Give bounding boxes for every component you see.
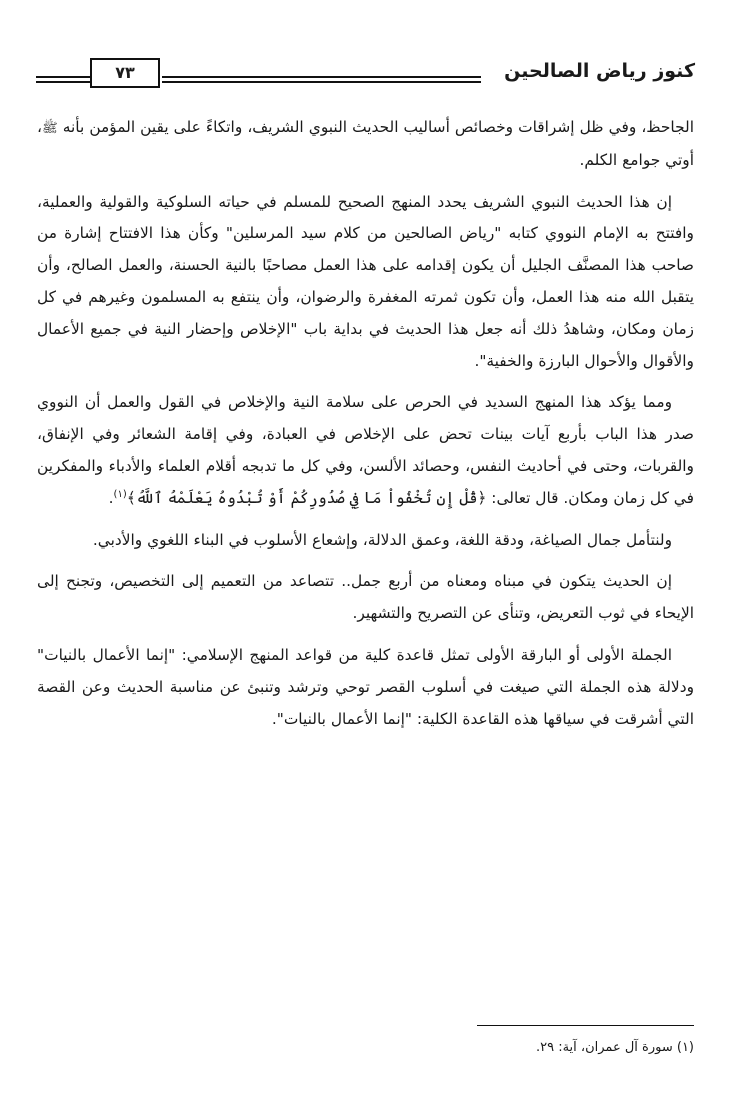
paragraph [37,112,694,177]
page-number: ٧٣ [90,58,160,88]
paragraph-text: إن هذا الحديث النبوي الشريف يحدد المنهج الصحيح للمسلم في حياته السلوكية والقولية والعملية، وافتتح به الإمام النووي كتابه "رياض الصالحين من كلام سيد المرسلين" وكأن هذا الافتتاح إشارة من صاحب هذا المصنَّف الجليل أن يكون إقدامه على هذا العمل مصاحبًا بالنية الحسنة، والعمل الصالح، وأن يتقبل الله منه هذا العمل، وأن تكون ثمرته المغفرة والرضوان، وأن ينتفع به المسلمون وغيرهم في كل زمان ومكان، وشاهدُ ذلك أنه جعل هذا الحديث في بداية باب "الإخلاص وإحضار النية في جميع الأعمال والأقوال والأحوال البارزة والخفية". [37,192,694,370]
paragraph-text: الجاحظ، وفي ظل إشراقات وخصائص أساليب الحديث النبوي الشريف، واتكاءً على يقين المؤمن بأنه [57,118,694,136]
header-rule-left [36,76,90,84]
paragraph-text: ولنتأمل جمال الصياغة، ودقة اللغة، وعمق الدلالة، وإشعاع الأسلوب في البناء اللغوي والأدبي. [92,530,672,549]
page-header [36,52,695,96]
paragraph [37,525,694,557]
paragraph-text: ، أوتي جوامع الكلم. [37,118,694,169]
footnote-ref: (١) [113,488,127,500]
running-title: كنوز رياض الصالحين [504,60,695,82]
paragraph-text: . [108,488,114,507]
header-rule-right [162,76,481,84]
paragraph [37,387,694,514]
paragraph-text: ومما يؤكد هذا المنهج السديد في الحرص على سلامة النية والإخلاص في القول والعمل أن النووي صدر هذا الباب بأربع آيات بينات تحض على الإخلاص في العبادة، وفي إقامة الشعائر وفي الإنفاق، والقربات، وحتى في أحاديث النفس، وحصائد الألسن، وفي كل ما تدبجه أقلام العلماء والأدباء والمفكرين في كل زمان ومكان. قال تعالى: [37,393,694,507]
paragraph-text: الجملة الأولى أو البارقة الأولى تمثل قاعدة كلية من قواعد المنهج الإسلامي: "إنما الأعمال بالنيات" ودلالة هذه الجملة التي صيغت في أسلوب القصر توحي وترشد وتنبئ عن مناسبة الحديث وعن القصة التي أشرقت في سياقها هذه القاعدة الكلية: "إنما الأعمال بالنيات". [37,645,694,728]
salawat-glyph: ﷺ [41,121,58,136]
footnote: (١) سورة آل عمران، آية: ٢٩. [535,1040,694,1055]
paragraph-text: إن الحديث يتكون في مبناه ومعناه من أربع جمل.. تتصاعد من التعميم إلى التخصيص، وتجنح إلى الإيحاء في ثوب التعريض، وتنأى عن التصريح والتشهير. [37,572,694,623]
quran-verse: ﴿قُلْ إِن تُخْفُواْ مَا فِي صُدُورِكُمْ أَوْ تُبْدُوهُ يَعْلَمْهُ ٱللَّهُ﴾ [126,488,487,507]
footnote-separator [477,1025,694,1026]
body-text [37,112,694,745]
paragraph [37,640,694,735]
paragraph [37,187,694,378]
paragraph [37,566,694,630]
